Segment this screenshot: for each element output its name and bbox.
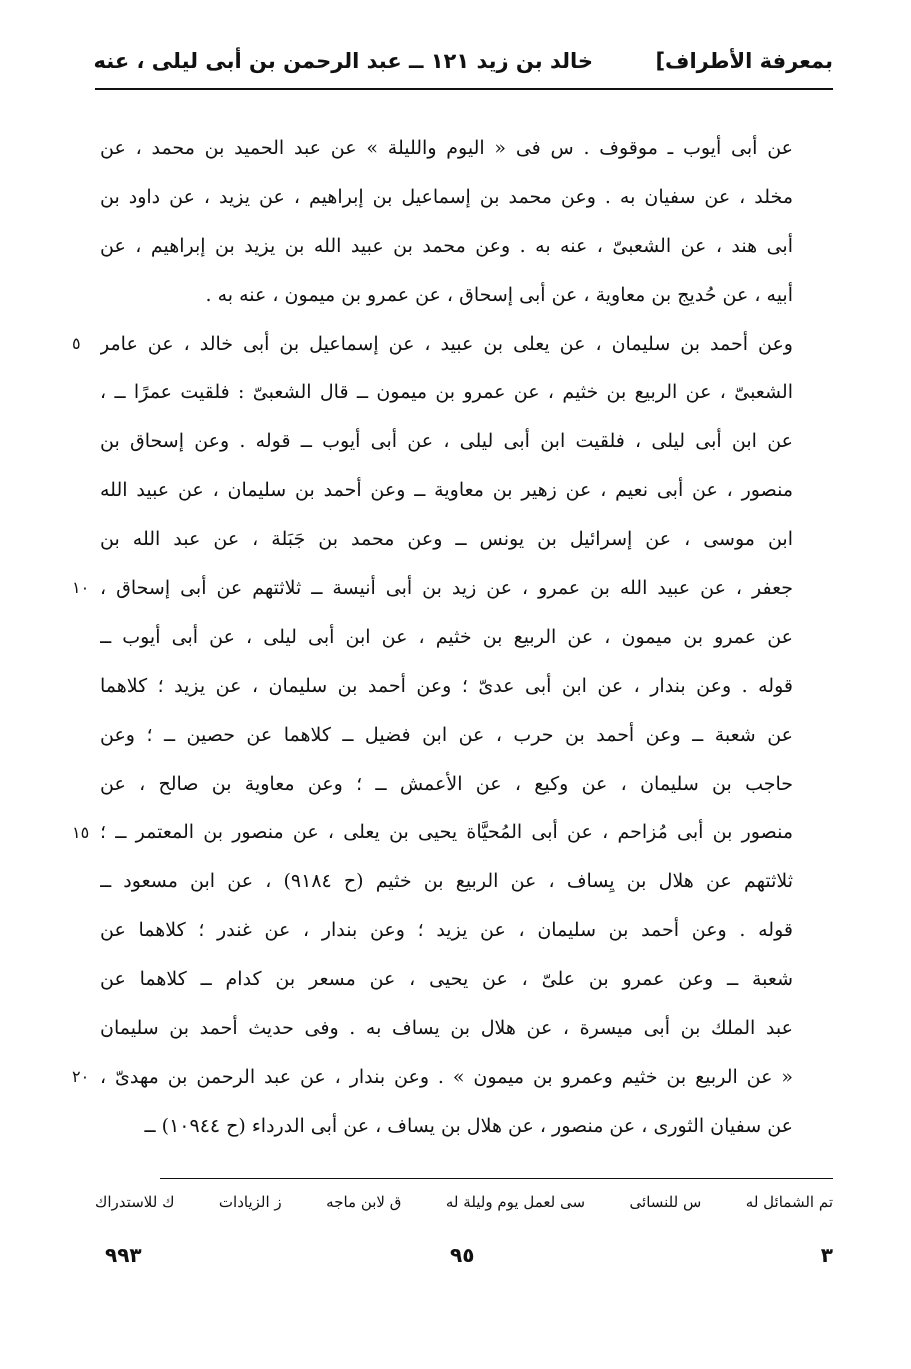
text-line: قوله . وعن أحمد بن سليمان ، عن يزيد ؛ وعن بندار ، عن غندر ؛ كلاهما عن [100, 919, 793, 942]
running-header [95, 45, 833, 87]
text-line: عن أبى أيوب ـ موقوف . س فى « اليوم والليلة » عن عبد الحميد بن محمد ، عن [100, 137, 793, 159]
body-text [100, 124, 793, 1151]
line-number: ١٠ [72, 578, 90, 598]
text-line: عن عمرو بن ميمون ، عن الربيع بن خثيم ، عن ابن أبى ليلى ، عن أبى أيوب ــ [100, 625, 793, 648]
abbreviation-key [95, 1186, 833, 1218]
abbreviation-item: تم الشمائل له [745, 1193, 833, 1211]
abbreviation-item: ق لابن ماجه [326, 1193, 402, 1211]
line-number: ١٥ [72, 822, 90, 842]
page-number-center: ٩٥ [450, 1243, 475, 1267]
line-number: ٢٠ [72, 1067, 90, 1087]
text-line: الشعبىّ ، عن الربيع بن خثيم ، عن عمرو بن ميمون ــ قال الشعبىّ : فلقيت عمرًا ــ ، [100, 381, 793, 404]
abbreviation-item: سى لعمل يوم وليلة له [445, 1193, 586, 1211]
text-line: شعبة ــ وعن عمرو بن علىّ ، عن يحيى ، عن مسعر بن كدام ــ كلاهما عن [100, 968, 793, 991]
line-number: ٥ [72, 333, 81, 353]
text-line: أبيه ، عن حُديج بن معاوية ، عن أبى إسحاق ، عن عمرو بن ميمون ، عنه به . [205, 283, 793, 306]
header-bracket-title: بمعرفة الأطراف] [655, 49, 833, 73]
text-line: مخلد ، عن سفيان به . وعن محمد بن إسماعيل بن إبراهيم ، عن يزيد ، عن داود بن [100, 185, 793, 208]
text-line: ابن موسى ، عن إسرائيل بن يونس ــ وعن محمد بن جَبَلة ، عن عبد الله بن [100, 528, 793, 551]
abbreviation-item: ك للاستدراك [95, 1193, 175, 1211]
footer-rule [160, 1178, 833, 1179]
header-section-title: خالد بن زيد ١٢١ ــ عبد الرحمن بن أبى ليلى ، عنه [93, 49, 593, 73]
text-line: عن سفيان الثورى ، عن منصور ، عن هلال بن يساف ، عن أبى الدرداء (ح ١٠٩٤٤) ــ [144, 1114, 793, 1137]
text-line: جعفر ، عن عبيد الله بن عمرو ، عن زيد بن أبى أنيسة ــ ثلاثتهم عن أبى إسحاق ، [100, 577, 793, 600]
text-line: قوله . وعن بندار ، عن ابن أبى عدىّ ؛ وعن أحمد بن سليمان ، عن يزيد ؛ كلاهما [100, 674, 793, 697]
text-line: عن شعبة ــ وعن أحمد بن حرب ، عن ابن فضيل ــ كلاهما عن حصين ــ ؛ وعن [100, 723, 793, 746]
text-line: وعن أحمد بن سليمان ، عن يعلى بن عبيد ، عن إسماعيل بن أبى خالد ، عن عامر [100, 332, 793, 355]
text-line: ثلاثتهم عن هلال بن يِساف ، عن الربيع بن خثيم (ح ٩١٨٤) ، عن ابن مسعود ــ [100, 870, 793, 893]
text-line: أبى هند ، عن الشعبىّ ، عنه به . وعن محمد بن عبيد الله بن يزيد بن إبراهيم ، عن [100, 234, 793, 257]
text-line: « عن الربيع بن خثيم وعمرو بن ميمون » . وعن بندار ، عن عبد الرحمن بن مهدىّ ، [100, 1065, 793, 1088]
text-line: حاجب بن سليمان ، عن وكيع ، عن الأعمش ــ ؛ وعن معاوية بن صالح ، عن [100, 772, 793, 795]
abbreviation-item: س للنسائى [629, 1193, 702, 1211]
page-numbers [105, 1243, 833, 1273]
text-line: عن ابن أبى ليلى ، فلقيت ابن أبى ليلى ، عن أبى أيوب ــ قوله . وعن إسحاق بن [100, 430, 793, 453]
text-line: منصور بن أبى مُزاحم ، عن أبى المُحيَّاة يحيى بن يعلى ، عن منصور بن المعتمر ــ ؛ [100, 821, 793, 844]
text-line: منصور ، عن أبى نعيم ، عن زهير بن معاوية ــ وعن أحمد بن سليمان ، عن عبيد الله [100, 479, 793, 502]
page-number-right: ٣ [820, 1243, 833, 1267]
text-line: عبد الملك بن أبى ميسرة ، عن هلال بن يساف به . وفى حديث أحمد بن سليمان [100, 1017, 793, 1040]
header-rule [95, 88, 833, 90]
page-number-left: ٩٩٣ [105, 1243, 142, 1267]
abbreviation-item: ز الزيادات [218, 1193, 282, 1211]
